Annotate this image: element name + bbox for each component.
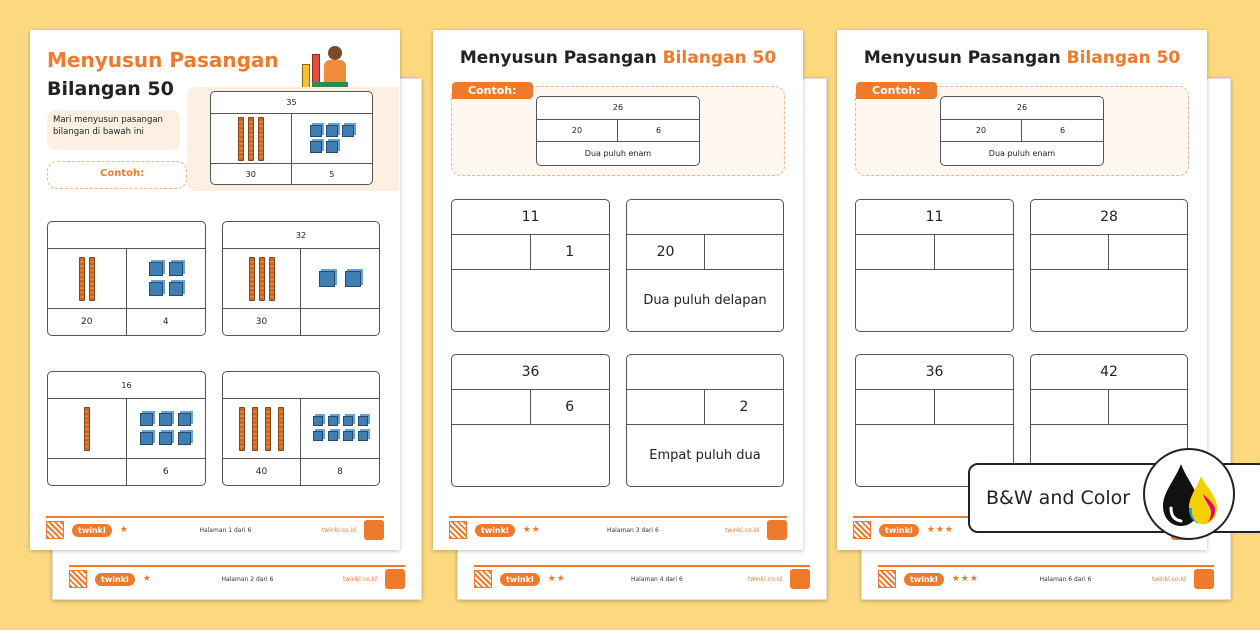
page-number: Halaman 3 dari 6 (606, 526, 659, 534)
twinkl-logo: twinkl (72, 524, 112, 537)
badge-label: B&W and Color (986, 487, 1131, 509)
tens-cell (223, 249, 301, 308)
example-label: Contoh: (100, 168, 145, 179)
page-number: Halaman 1 dari 6 (199, 526, 252, 534)
tens-value[interactable]: 20 (48, 309, 127, 335)
example-label: Contoh: (856, 82, 937, 99)
site-link: twinkl.co.id (724, 526, 759, 534)
tens-rods (79, 257, 95, 301)
ink-drops-icon (1143, 448, 1235, 540)
ones-value[interactable]: 2 (739, 399, 749, 415)
qr-code-icon (69, 570, 87, 588)
ones-value[interactable] (301, 309, 379, 335)
number-bond-box-3[interactable] (451, 354, 610, 487)
ones-value[interactable] (1109, 235, 1187, 269)
qr-code-icon (474, 570, 492, 588)
total-cell[interactable] (627, 200, 783, 235)
worksheet-page-2 (433, 30, 803, 550)
ones-value[interactable] (935, 235, 1014, 269)
words-cell: Dua puluh enam (584, 149, 652, 159)
total-cell[interactable] (627, 355, 783, 390)
tens-value: 20 (537, 120, 618, 142)
number-bond-box-2[interactable] (222, 221, 380, 336)
badge-icon (767, 520, 787, 540)
number-bond-box-1[interactable] (855, 199, 1014, 332)
total-cell[interactable]: 32 (223, 222, 379, 249)
tens-rods (249, 257, 275, 301)
ones-value[interactable] (935, 390, 1014, 424)
words-cell[interactable] (1031, 270, 1187, 331)
page-number: Halaman 4 dari 6 (630, 575, 683, 583)
tens-value[interactable]: 40 (223, 459, 301, 485)
number-bond-box-1[interactable] (47, 221, 206, 336)
ones-value[interactable]: 6 (162, 467, 169, 477)
ones-cell (301, 249, 379, 308)
total-cell[interactable] (48, 222, 205, 249)
page-title (837, 48, 1207, 68)
instruction-text: Mari menyusun pasangan bilangan di bawah ini (53, 115, 163, 137)
number-bond-box-3[interactable] (47, 371, 206, 486)
tens-value[interactable]: 30 (223, 309, 301, 335)
tens-value[interactable] (452, 390, 531, 424)
title-highlight: Bilangan 50 (662, 48, 777, 68)
difficulty-stars: ★★ (547, 574, 566, 584)
number-bond-box-1[interactable] (451, 199, 610, 332)
ones-value[interactable]: 4 (162, 317, 169, 327)
tens-rods (239, 407, 284, 451)
tens-value[interactable] (856, 235, 935, 269)
example-box (210, 91, 373, 185)
tens-value: 20 (941, 120, 1022, 142)
page-title-line1: Menyusun Pasangan (47, 48, 279, 72)
tens-value[interactable] (856, 390, 935, 424)
tens-value[interactable] (48, 459, 127, 485)
worksheet-page-1 (30, 30, 400, 550)
footer (69, 565, 405, 591)
footer (878, 565, 1214, 591)
twinkl-logo: twinkl (95, 573, 135, 586)
ones-cell (292, 114, 373, 163)
qr-code-icon (853, 521, 871, 539)
tens-cell (48, 399, 127, 458)
title-plain: Menyusun Pasangan (459, 48, 663, 68)
total-cell: 35 (211, 92, 372, 114)
total-cell: 26 (941, 97, 1103, 120)
ones-value[interactable]: 8 (337, 467, 343, 477)
ones-cell (127, 399, 206, 458)
page-number: Halaman 6 dari 6 (1039, 575, 1092, 583)
words-cell[interactable]: Dua puluh delapan (643, 293, 767, 308)
total-cell[interactable]: 36 (452, 355, 609, 390)
page-number: Halaman 2 dari 6 (221, 575, 274, 583)
total-cell[interactable]: 11 (452, 200, 609, 235)
tens-value[interactable] (1031, 390, 1109, 424)
ones-value[interactable]: 1 (565, 244, 575, 260)
ink-drops-graphic (1145, 450, 1233, 538)
ones-cubes (313, 416, 368, 441)
words-cell[interactable]: Empat puluh dua (649, 448, 761, 463)
number-bond-box-2[interactable] (1030, 199, 1188, 332)
ones-value[interactable]: 6 (565, 399, 575, 415)
qr-code-icon (449, 521, 467, 539)
twinkl-logo: twinkl (500, 573, 540, 586)
number-bond-box-2[interactable] (626, 199, 784, 332)
ones-value: 5 (329, 169, 335, 179)
ones-value: 6 (1059, 125, 1066, 135)
ones-cell (127, 249, 206, 308)
words-cell[interactable] (452, 425, 609, 486)
difficulty-stars: ★★ (522, 525, 541, 535)
tens-value[interactable] (627, 390, 705, 424)
badge-icon (1194, 569, 1214, 589)
total-cell: 26 (537, 97, 699, 120)
title-plain: Menyusun Pasangan (863, 48, 1067, 68)
page-title-line2: Bilangan 50 (47, 78, 174, 100)
difficulty-stars: ★★★ (951, 574, 979, 584)
tens-cell (48, 249, 127, 308)
tens-value: 30 (211, 164, 292, 184)
title-highlight: Bilangan 50 (1066, 48, 1181, 68)
footer (474, 565, 810, 591)
footer (46, 516, 384, 542)
words-cell[interactable] (452, 270, 609, 331)
difficulty-stars: ★ (142, 574, 152, 584)
twinkl-logo: twinkl (475, 524, 515, 537)
site-link: twinkl.co.id (1151, 575, 1186, 583)
site-link: twinkl.co.id (342, 575, 377, 583)
total-cell[interactable]: 36 (856, 355, 1013, 390)
tens-value[interactable]: 20 (627, 235, 705, 269)
total-cell[interactable]: 16 (48, 372, 205, 399)
total-cell[interactable]: 11 (856, 200, 1013, 235)
badge-icon (385, 569, 405, 589)
number-bond-box-4[interactable] (222, 371, 380, 486)
illustration-child-blocks (302, 44, 352, 90)
example-box (536, 96, 700, 166)
example-box (940, 96, 1104, 166)
twinkl-logo: twinkl (879, 524, 919, 537)
ones-cubes (140, 413, 191, 445)
badge-icon (364, 520, 384, 540)
ones-cubes (319, 271, 361, 287)
total-cell[interactable]: 28 (1031, 200, 1187, 235)
badge-icon (790, 569, 810, 589)
qr-code-icon (878, 570, 896, 588)
page-title (433, 48, 803, 68)
difficulty-stars: ★★★ (926, 525, 954, 535)
number-bond-box-4[interactable] (626, 354, 784, 487)
words-cell[interactable] (856, 270, 1013, 331)
example-label-box (47, 161, 187, 189)
tens-value[interactable] (1031, 235, 1109, 269)
example-label: Contoh: (452, 82, 533, 99)
ones-cubes (149, 262, 183, 296)
tens-rods (238, 117, 264, 161)
total-cell[interactable]: 42 (1031, 355, 1187, 390)
tens-cell (211, 114, 292, 163)
qr-code-icon (46, 521, 64, 539)
tens-cell (223, 399, 301, 458)
footer (449, 516, 787, 542)
words-cell: Dua puluh enam (988, 149, 1056, 159)
ones-value[interactable] (1109, 390, 1187, 424)
site-link: twinkl.co.id (321, 526, 356, 534)
ones-value[interactable] (705, 235, 783, 269)
twinkl-logo: twinkl (904, 573, 944, 586)
ones-cell (301, 399, 379, 458)
ones-cubes (310, 125, 354, 153)
ones-value: 6 (655, 125, 662, 135)
total-cell[interactable] (223, 372, 379, 399)
tens-rods (84, 407, 90, 451)
difficulty-stars: ★ (119, 525, 129, 535)
site-link: twinkl.co.id (747, 575, 782, 583)
tens-value[interactable] (452, 235, 531, 269)
instruction-box (47, 110, 180, 150)
